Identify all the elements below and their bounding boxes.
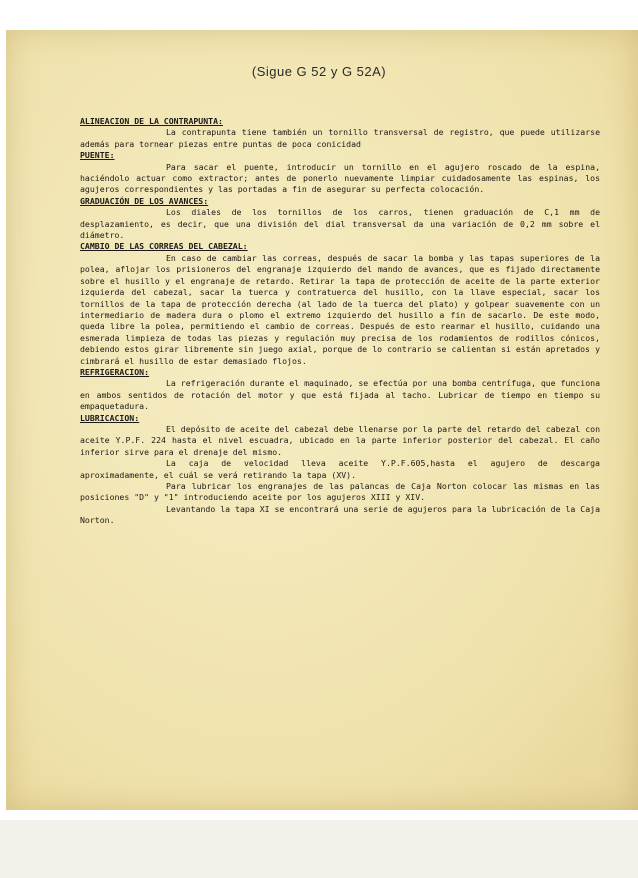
section-heading: PUENTE: [80, 150, 115, 161]
paragraph: Levantando la tapa XI se encontrará una serie de agujeros para la lubricación de la Caja Norton. [80, 503, 600, 526]
section-correas [80, 241, 600, 366]
page-margin [0, 820, 638, 878]
paragraph: Para sacar el puente, introducir un tornillo en el agujero roscado de la espina, haciéndolo actuar como extractor; antes de ponerlo nuevamente limpiar cuidadosamente las espinas, los agujeros correspondientes y las portadas a fin de asegurar su perfecta colocación. [80, 161, 600, 195]
paragraph: En caso de cambiar las correas, después de sacar la bomba y las tapas superiores de la polea, aflojar los prisioneros del engranaje izquierdo del mando de avances, que es fijado directamente sobre el husillo y el engranaje de retardo. Retirar la tapa de protección de aceite de la parte exterior izquierda del cabezal, sacar la tuerca y contratuerca del husillo, con la llave especial, sacar los tornillos de la tapa de protección derecha (al lado de la tuerca del plato) y golpear suavemente con un intermediario de madera dura o plomo el extremo izquierdo del husillo a fin de sacarlo. De este modo, queda libre la polea, permitiendo el cambio de correas. Después de esto rearmar el husillo, cuidando una esmerada limpieza de todas las piezas y regulación muy precisa de los rodamientos de rodillos cónicos, debiendo estos girar libremente sin juego axial, porque de lo contrario se calientan si están apretados y cimbrará el husillo de estar demasiado flojos. [80, 252, 600, 366]
paragraph: Los diales de los tornillos de los carros, tienen graduación de C,1 mm de desplazamiento, es decir, que una división del dial transversal da una variación de 0,2 mm sobre el diámetro. [80, 207, 600, 241]
section-lubricacion [80, 413, 600, 527]
section-heading: ALINEACION DE LA CONTRAPUNTA: [80, 116, 223, 126]
section-heading: LUBRICACION: [80, 412, 140, 423]
paragraph: El depósito de aceite del cabezal debe llenarse por la parte del retardo del cabezal con aceite Y.P.F. 224 hasta el nivel escuadra, ubicado en la parte inferior posterior del cabezal. El caño inferior sirve para el drenaje del mismo. [80, 423, 600, 457]
paragraph: La contrapunta tiene también un tornillo transversal de registro, que puede utilizarse además para tornear piezas entre puntas de poca conicidad [80, 127, 600, 149]
section-heading: REFRIGERACION: [80, 366, 150, 377]
document-body [80, 116, 600, 527]
paragraph: Para lubricar los engranajes de las palancas de Caja Norton colocar las mismas en las posiciones "D" y "1" introduciendo aceite por los agujeros XIII y XIV. [80, 481, 600, 503]
page-header: (Sigue G 52 y G 52A) [251, 64, 387, 79]
section-heading: GRADUACIÓN DE LOS AVANCES: [80, 195, 209, 206]
section-puente [80, 150, 600, 196]
section-contrapunta [80, 116, 600, 150]
section-graduacion [80, 196, 600, 242]
paragraph: La refrigeración durante el maquinado, se efectúa por una bomba centrífuga, que funciona en ambos sentidos de rotación del motor y que está fijada al tacho. Lubricar de tiempo en tiempo su empaquetadura. [80, 378, 600, 412]
section-refrigeracion [80, 367, 600, 413]
section-heading: CAMBIO DE LAS CORREAS DEL CABEZAL: [80, 241, 248, 252]
paragraph: La caja de velocidad lleva aceite Y.P.F.605,hasta el agujero de descarga aproximadamente, el cuál se verá retirando la tapa (XV). [80, 458, 600, 480]
